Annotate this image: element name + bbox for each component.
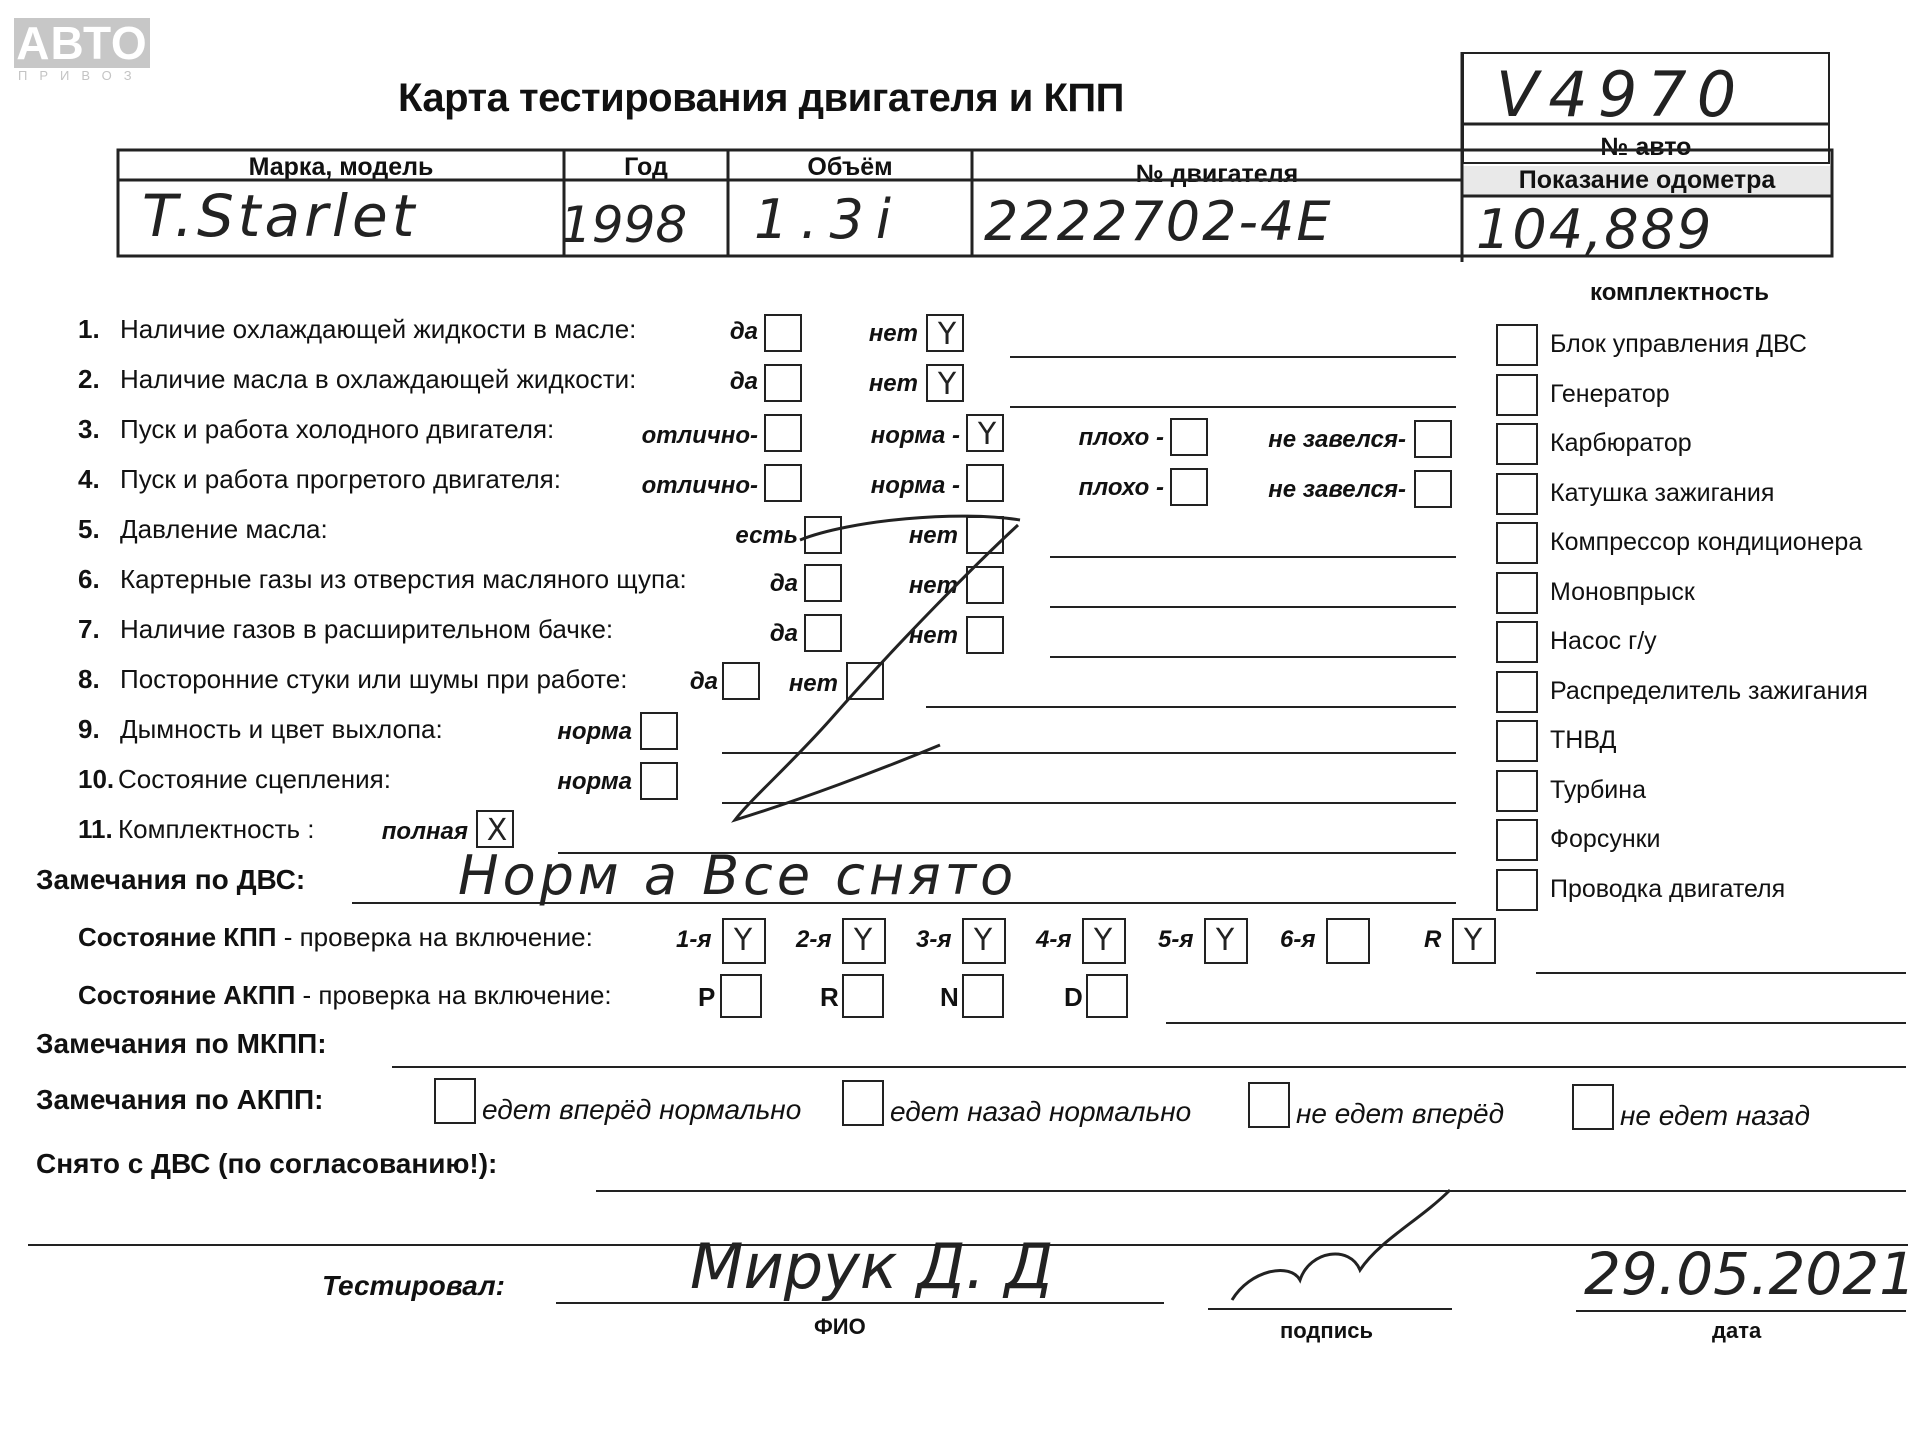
- opt-2-da: да: [729, 368, 758, 395]
- header-table-border: [118, 150, 1832, 256]
- year-value: 1998: [560, 196, 688, 254]
- check-label: Давление масла:: [120, 514, 328, 544]
- akpp-back-ok-label: едет назад нормально: [890, 1096, 1192, 1127]
- kpp-label-rest: - проверка на включение:: [276, 922, 593, 952]
- kpp-gear-label: R: [1424, 926, 1442, 953]
- opt-5-net: нет: [908, 522, 958, 549]
- odometer-value: 104,889: [1476, 198, 1714, 261]
- logo-subtitle: ПРИВОЗ: [18, 68, 144, 83]
- opt-6-da: да: [769, 570, 798, 597]
- kpp-label-bold: Состояние КПП: [78, 922, 277, 952]
- sign-label: подпись: [1280, 1318, 1373, 1343]
- komplekt-item-label: Распределитель зажигания: [1550, 676, 1868, 705]
- akpp-mode-label: R: [820, 982, 839, 1012]
- mark-2-net: Y: [937, 367, 957, 402]
- check-num: 2.: [78, 364, 100, 394]
- kpp-gear-label: 4-я: [1036, 926, 1072, 953]
- auto-number-value: V4970: [1496, 58, 1747, 131]
- check-label: Наличие газов в расширительном бачке:: [120, 614, 614, 644]
- opt-10-norma: норма: [557, 768, 632, 795]
- tested-label: Тестировал:: [322, 1270, 505, 1301]
- kpp-gear-mark: Y: [1093, 923, 1113, 958]
- handwritten-dash-stroke: [735, 516, 1450, 1300]
- opt-11-polnaya: полная: [381, 818, 468, 845]
- signature-stroke: [1232, 1190, 1450, 1300]
- opt-4-otl: отлично-: [641, 472, 758, 499]
- mark-11-polnaya: X: [486, 813, 508, 848]
- opt-4-ne-zav: не завелся-: [1268, 476, 1406, 503]
- akpp-forward-ok-label: едет вперёд нормально: [482, 1094, 802, 1125]
- akpp-mode-label: N: [940, 982, 959, 1012]
- volume-value: 1.3i: [754, 188, 903, 251]
- header-col-model: Марка, модель: [248, 153, 434, 181]
- akpp-label-rest: - проверка на включение:: [295, 980, 612, 1010]
- check-num: 10.: [78, 764, 115, 794]
- kpp-gear-label: 1-я: [676, 926, 712, 953]
- date-label: дата: [1712, 1318, 1762, 1343]
- model-value: T.Starlet: [142, 182, 419, 250]
- check-label: Посторонние стуки или шумы при работе:: [120, 664, 628, 694]
- page-title: Карта тестирования двигателя и КПП: [398, 76, 1124, 120]
- zam-dvs-label: Замечания по ДВС:: [36, 864, 306, 895]
- check-num: 1.: [78, 314, 100, 344]
- opt-3-otl: отлично-: [641, 422, 758, 449]
- check-label: Комплектность :: [118, 814, 315, 844]
- check-label: Пуск и работа прогретого двигателя:: [120, 464, 561, 494]
- opt-3-ploho: плохо -: [1078, 424, 1164, 451]
- opt-3-ne-zav: не завелся-: [1268, 426, 1406, 453]
- check-label: Наличие охлаждающей жидкости в масле:: [120, 314, 637, 344]
- kpp-gear-mark: Y: [1463, 923, 1483, 958]
- check-label: Дымность и цвет выхлопа:: [120, 714, 443, 744]
- check-num: 4.: [78, 464, 100, 494]
- opt-2-net: нет: [868, 370, 918, 397]
- header-col-volume: Объём: [807, 153, 893, 181]
- zam-mkpp-label: Замечания по МКПП:: [36, 1028, 327, 1059]
- check-label: Наличие масла в охлаждающей жидкости:: [120, 364, 637, 394]
- opt-4-ploho: плохо -: [1078, 474, 1164, 501]
- kpp-gear-label: 2-я: [796, 926, 832, 953]
- fio-label: ФИО: [814, 1314, 866, 1339]
- opt-7-da: да: [769, 620, 798, 647]
- mark-1-net: Y: [937, 317, 957, 352]
- opt-8-net: нет: [788, 670, 838, 697]
- komplekt-item-label: Катушка зажигания: [1550, 478, 1775, 507]
- date-value: 29.05.2021: [1584, 1240, 1917, 1308]
- check-label: Картерные газы из отверстия масляного щупа:: [120, 564, 687, 594]
- snyato-label: Снято с ДВС (по согласованию!):: [36, 1148, 498, 1179]
- kpp-gear-label: 6-я: [1280, 926, 1316, 953]
- komplekt-item-label: Моновпрыск: [1550, 577, 1695, 606]
- opt-9-norma: норма: [557, 718, 632, 745]
- logo: АВТО: [14, 18, 150, 68]
- komplekt-item-label: Компрессор кондиционера: [1550, 528, 1863, 556]
- zam-dvs-value: Норм а Все снято: [458, 844, 1018, 907]
- akpp-label-bold: Состояние АКПП: [78, 980, 296, 1010]
- check-num: 8.: [78, 664, 100, 694]
- opt-1-net: нет: [868, 320, 918, 347]
- komplekt-item-label: Блок управления ДВС: [1550, 330, 1807, 358]
- opt-1-da: да: [729, 318, 758, 345]
- opt-7-net: нет: [908, 622, 958, 649]
- opt-4-norma: норма -: [870, 472, 960, 499]
- kpp-gear-mark: Y: [733, 923, 753, 958]
- opt-6-net: нет: [908, 572, 958, 599]
- opt-3-norma: норма -: [870, 422, 960, 449]
- check-label: Пуск и работа холодного двигателя:: [120, 414, 555, 444]
- komplekt-item-label: Генератор: [1550, 379, 1670, 408]
- komplekt-item-label: Форсунки: [1550, 825, 1661, 853]
- kpp-gear-mark: Y: [973, 923, 993, 958]
- kpp-gear-label: 3-я: [916, 926, 952, 953]
- opt-8-da: да: [689, 668, 718, 695]
- opt-5-est: есть: [735, 522, 798, 549]
- auto-number-label: № авто: [1600, 133, 1692, 161]
- engine-no-value: 2222702-4E: [984, 190, 1333, 253]
- header-col-odometer: Показание одометра: [1462, 166, 1832, 195]
- check-num: 5.: [78, 514, 100, 544]
- header-col-year: Год: [624, 153, 668, 181]
- komplekt-item-label: Турбина: [1550, 775, 1646, 804]
- check-label: Состояние сцепления:: [118, 764, 391, 794]
- check-num: 3.: [78, 414, 100, 444]
- fio-value: Мирук Д. Д: [690, 1230, 1054, 1303]
- curve-top: [800, 516, 1020, 540]
- akpp-mode-label: P: [698, 982, 716, 1012]
- akpp-no-back-label: не едет назад: [1620, 1100, 1810, 1131]
- check-num: 11.: [78, 814, 113, 844]
- akpp-mode-label: D: [1064, 982, 1083, 1012]
- komplekt-item-label: ТНВД: [1550, 726, 1617, 754]
- komplekt-item-label: Проводка двигателя: [1550, 874, 1786, 903]
- check-num: 7.: [78, 614, 100, 644]
- komplekt-item-label: Карбюратор: [1550, 429, 1692, 457]
- kpp-gear-label: 5-я: [1158, 926, 1194, 953]
- header-col-engine-no: № двигателя: [1135, 160, 1299, 188]
- kpp-gear-mark: Y: [1215, 923, 1235, 958]
- check-num: 9.: [78, 714, 100, 744]
- diagonal-cross-out: [735, 525, 1018, 820]
- komplekt-item-label: Насос г/у: [1550, 627, 1657, 655]
- kpp-gear-mark: Y: [853, 923, 873, 958]
- mark-3-norma: Y: [977, 417, 997, 452]
- check-num: 6.: [78, 564, 100, 594]
- zam-akpp-label: Замечания по АКПП:: [36, 1084, 324, 1115]
- komplekt-title: комплектность: [1590, 279, 1770, 306]
- akpp-no-forward-label: не едет вперёд: [1296, 1098, 1505, 1129]
